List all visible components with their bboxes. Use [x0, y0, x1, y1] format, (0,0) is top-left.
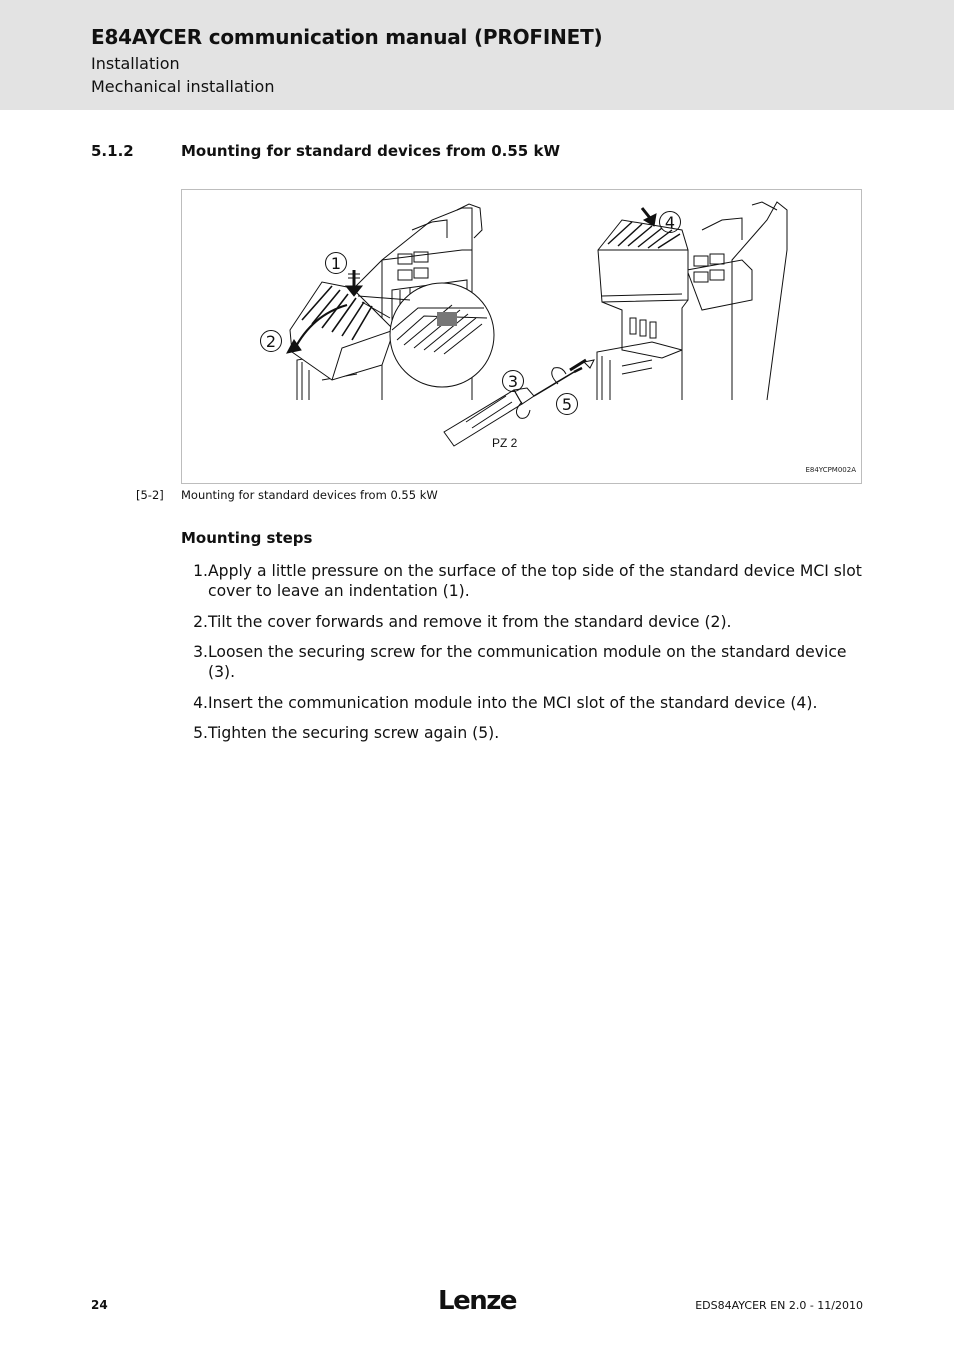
figure-caption-text: Mounting for standard devices from 0.55 kW [181, 488, 438, 502]
mounting-steps-heading: Mounting steps [181, 529, 313, 547]
mounting-figure [181, 189, 862, 484]
callout-4 [660, 212, 681, 233]
list-item: 5. Tighten the securing screw again (5). [193, 724, 500, 742]
document-title: E84AYCER communication manual (PROFINET) [91, 25, 603, 49]
page-header [0, 0, 954, 110]
communication-module [598, 220, 688, 358]
drawing-code: E84YCPM002A [805, 466, 856, 474]
svg-text:4: 4 [664, 213, 676, 232]
page-number: 24 [91, 1298, 108, 1312]
svg-text:2: 2 [265, 332, 277, 351]
figure-caption-number: [5-2] [136, 488, 164, 502]
breadcrumb-chapter: Installation [91, 54, 180, 73]
mounting-illustration [182, 190, 863, 485]
list-item: 1. Apply a little pressure on the surface of the top side of the standard device MCI slot cover to leave an indentation (1). [193, 562, 862, 600]
callout-2 [261, 331, 282, 352]
callout-1 [326, 253, 347, 274]
list-item: 3. Loosen the securing screw for the communication module on the standard device (3). [193, 643, 847, 681]
tool-label: PZ 2 [492, 436, 518, 450]
section-number: 5.1.2 [91, 142, 134, 160]
section-title: Mounting for standard devices from 0.55 kW [181, 142, 560, 160]
list-item: 2. Tilt the cover forwards and remove it from the standard device (2). [193, 612, 732, 631]
breadcrumb-section: Mechanical installation [91, 77, 275, 96]
list-item: 4. Insert the communication module into the MCI slot of the standard device (4). [193, 693, 818, 712]
svg-text:1: 1 [330, 254, 342, 273]
svg-text:3: 3 [507, 372, 519, 391]
document-reference: EDS84AYCER EN 2.0 - 11/2010 [695, 1299, 863, 1312]
svg-text:5: 5 [561, 395, 573, 414]
mounting-steps-list [181, 561, 871, 754]
callout-5 [557, 394, 578, 415]
lenze-logo: Lenze [438, 1286, 516, 1316]
callout-3 [503, 371, 524, 392]
